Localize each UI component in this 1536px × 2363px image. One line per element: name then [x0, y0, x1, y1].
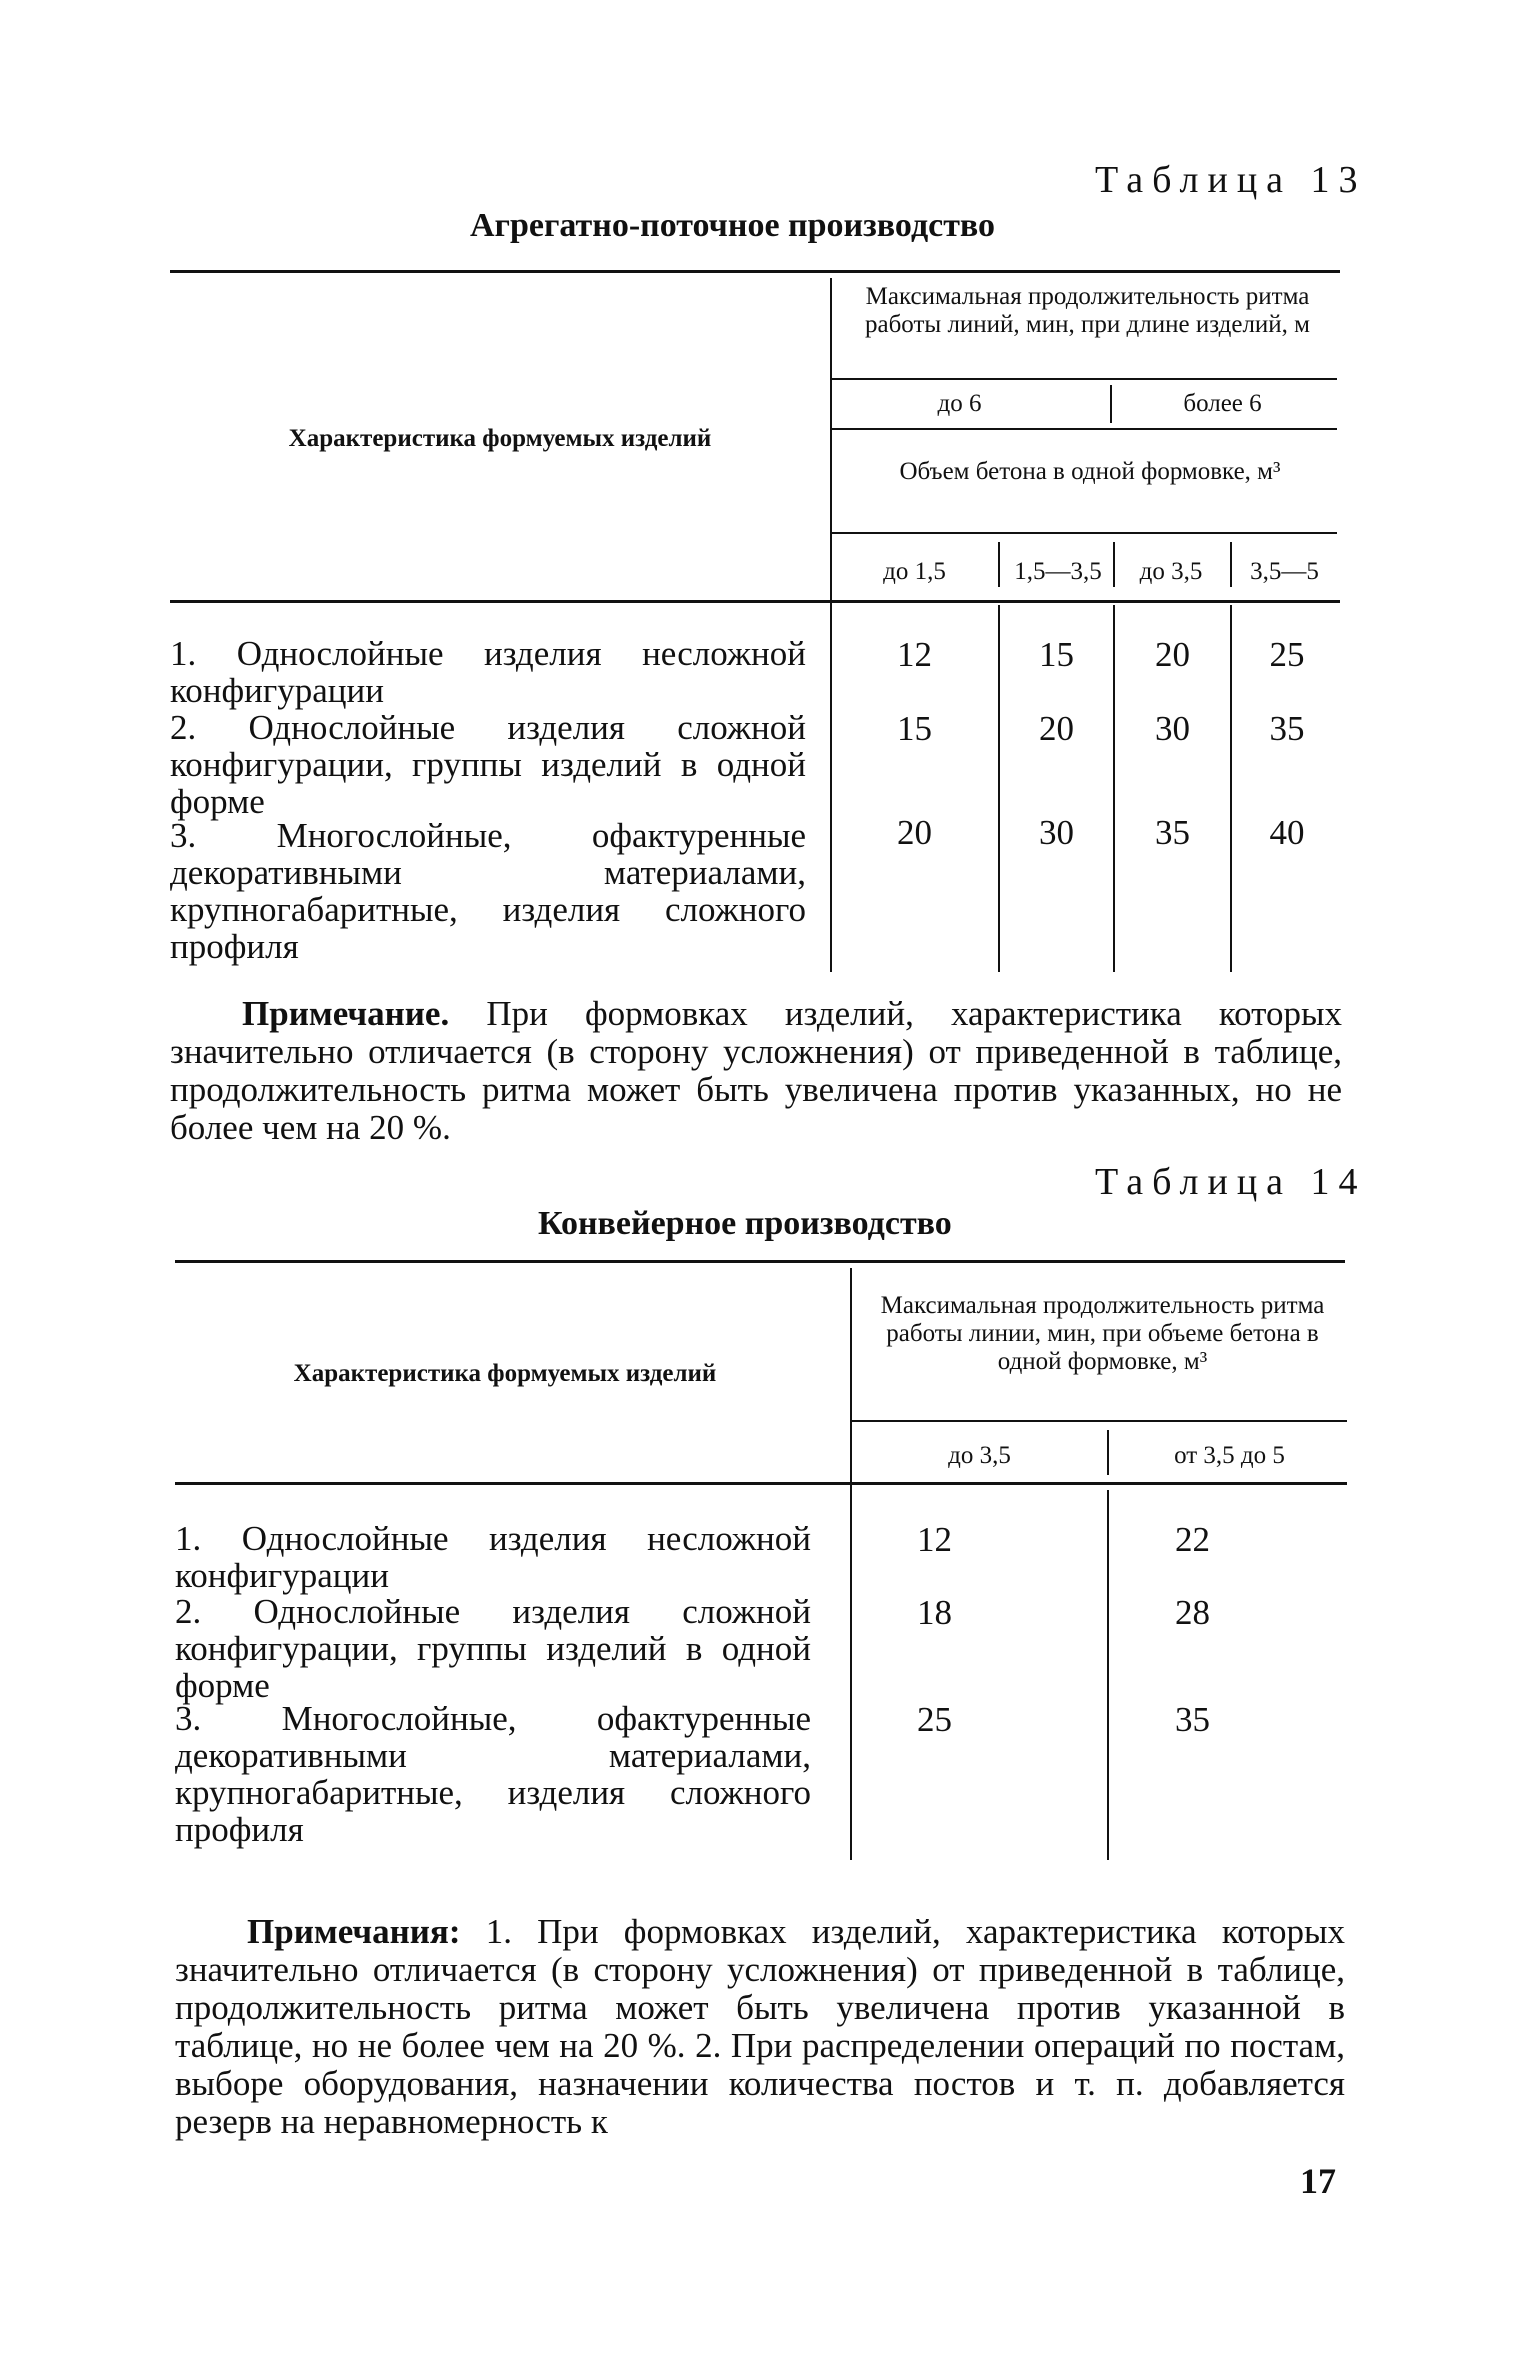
- table14-cell: 12: [917, 1520, 952, 1559]
- table13-cell: 20: [897, 813, 932, 852]
- table14-vrule: [1107, 1430, 1109, 1475]
- table13-cell: 12: [897, 635, 932, 674]
- table14-note-label: Примечания:: [247, 1912, 461, 1951]
- table13-rule: [832, 532, 1337, 534]
- table14-row-3-text: 3. Многослойные, офактуренные декоративными материалами, крупногабаритные, изделия сложного профиля: [175, 1699, 811, 1849]
- table13-cell: 15: [897, 709, 932, 748]
- table14-cell: 35: [1175, 1700, 1210, 1739]
- table13-vol-col-3: до 3,5: [1139, 558, 1203, 585]
- table13-vrule: [1230, 542, 1232, 587]
- table13-length-1: до 6: [937, 390, 982, 417]
- table14-col-header-top: Максимальная продолжительность ритма работы линии, мин, при объеме бетона в одной формовке, м³: [880, 1292, 1325, 1375]
- table13-col-header-left: Характеристика формуемых изделий: [288, 425, 712, 452]
- table14-note: [175, 1913, 1345, 2141]
- table14-cell: 28: [1175, 1593, 1210, 1632]
- table13-cell: 35: [1155, 813, 1190, 852]
- table13-cell: 30: [1155, 709, 1190, 748]
- table14-top-rule: [175, 1260, 1345, 1263]
- table13-header-bottom-rule: [170, 600, 1340, 603]
- table14-main-vrule: [850, 1268, 852, 1860]
- table14-col-header-left: Характеристика формуемых изделий: [293, 1360, 717, 1387]
- table13-cell: 20: [1155, 635, 1190, 674]
- table13-vrule: [998, 542, 1000, 587]
- table13-cell: 20: [1039, 709, 1074, 748]
- table14-vrule: [1107, 1490, 1109, 1860]
- table14-title: Конвейерное производство: [538, 1205, 952, 1242]
- table14-row-1-text: 1. Однослойные изделия несложной конфигурации: [175, 1519, 811, 1595]
- table13-row-2-text: 2. Однослойные изделия сложной конфигурации, группы изделий в одной форме: [170, 708, 806, 821]
- table14-label: Таблица 14: [1095, 1161, 1367, 1203]
- page-number: 17: [1300, 2161, 1336, 2201]
- table13-rule: [832, 428, 1337, 430]
- table13-cell: 30: [1039, 813, 1074, 852]
- table14-note-text: 1. При формовках изделий, характеристика которых значительно отличается (в сторону усложнения) от приведенной в таблице, продолжительность ритма может быть увеличена против указанной в таблице, но не более чем на 20 %. 2. При распределении операций по постам, выборе оборудования, назначении количества постов и т. п. добавляется резерв на неравномерность к: [175, 1912, 1345, 2141]
- table13-label: Таблица 13: [1095, 159, 1367, 201]
- table14-vol-col-1: до 3,5: [948, 1442, 1011, 1469]
- table13-cell: 40: [1269, 813, 1305, 852]
- table13-length-2: более 6: [1183, 390, 1262, 417]
- table14-vol-col-2: от 3,5 до 5: [1174, 1442, 1285, 1469]
- table13-note-label: Примечание.: [242, 994, 450, 1033]
- table13-rule: [832, 378, 1337, 380]
- table13-note: [170, 995, 1342, 1147]
- table14-header-bottom-rule: [175, 1482, 1347, 1485]
- table13-cell: 15: [1039, 635, 1074, 674]
- table13-vol-col-1: до 1,5: [883, 558, 946, 585]
- table13-col-header-top: Максимальная продолжительность ритма работы линий, мин, при длине изделий, м: [864, 283, 1310, 338]
- table13-main-vrule: [830, 278, 832, 972]
- table13-row-1-text: 1. Однослойные изделия несложной конфигурации: [170, 634, 806, 710]
- table13-vol-col-4: 3,5—5: [1250, 558, 1319, 585]
- table13-row-3-text: 3. Многослойные, офактуренные декоративными материалами, крупногабаритные, изделия сложного профиля: [170, 816, 806, 966]
- table13-top-rule: [170, 270, 1340, 273]
- table13-volume-header: Объем бетона в одной формовке, м³: [899, 458, 1281, 485]
- table13-cell: 25: [1269, 635, 1305, 674]
- table14-row-2-text: 2. Однослойные изделия сложной конфигурации, группы изделий в одной форме: [175, 1592, 811, 1705]
- table14-cell: 25: [917, 1700, 952, 1739]
- table13-title: Агрегатно-поточное производство: [470, 207, 996, 244]
- table13-vrule: [1110, 385, 1112, 423]
- table13-note-text: При формовках изделий, характеристика которых значительно отличается (в сторону усложнения) от приведенной в таблице, продолжительность ритма может быть увеличена против указанных, но не более чем на 20 %.: [170, 994, 1342, 1147]
- table13-vrule: [1113, 542, 1115, 587]
- table13-vol-col-2: 1,5—3,5: [1014, 558, 1102, 585]
- table14-cell: 22: [1175, 1520, 1210, 1559]
- table14-cell: 18: [917, 1593, 952, 1632]
- table14-rule: [852, 1420, 1347, 1422]
- table13-cell: 35: [1269, 709, 1305, 748]
